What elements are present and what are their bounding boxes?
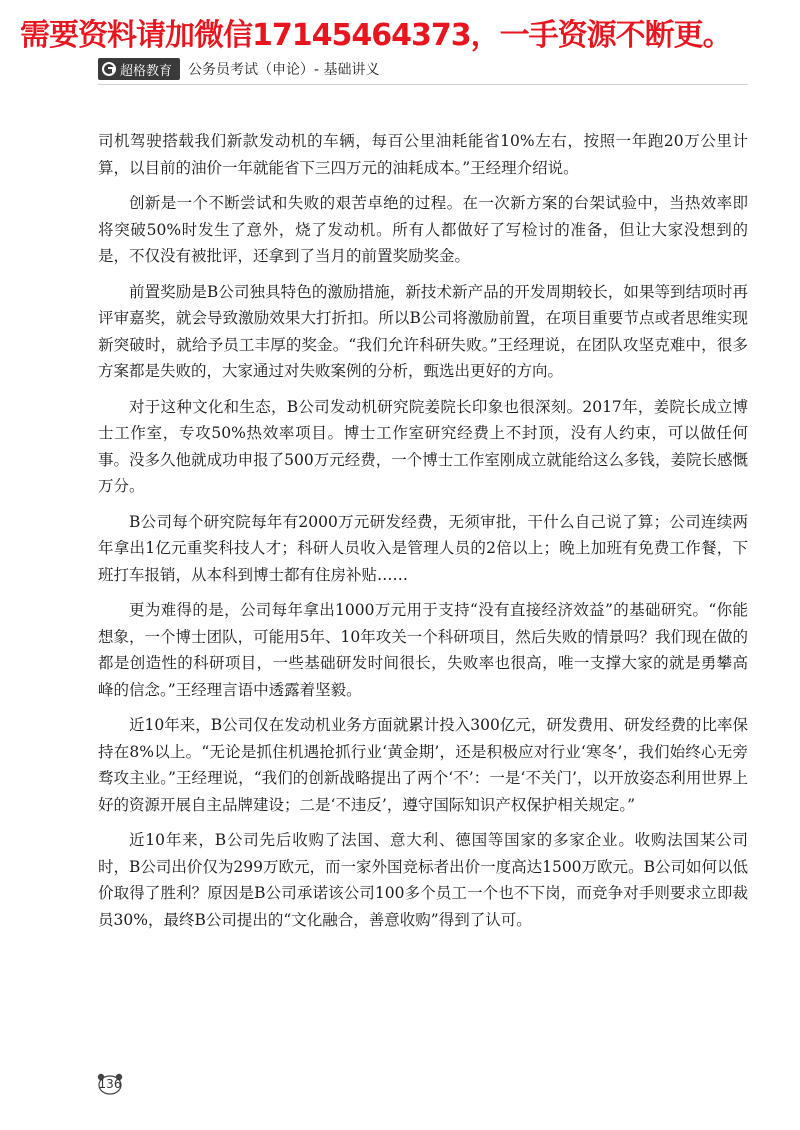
paragraph-5: B公司每个研究院每年有2000万元研发经费，无须审批，干什么自己说了算；公司连续两年拿出1亿元重奖科技人才；科研人员收入是管理人员的2倍以上；晚上加班有免费工作餐，下班打车报销，从本科到博士都有住房补贴…… xyxy=(98,512,748,584)
paragraph-1: 司机驾驶搭载我们新款发动机的车辆，每百公里油耗能省10%左右，按照一年跑20万公里计算，以目前的油价一年就能省下三四万元的油耗成本。”王经理介绍说。 xyxy=(98,132,748,177)
page-number-badge xyxy=(96,1072,124,1096)
paragraph-7: 近10年来，B公司仅在发动机业务方面就累计投入300亿元，研发费用、研发经费的比率保持在8%以上。“无论是抓住机遇抢抓行业‘黄金期’，还是积极应对行业‘寒冬’，我们始终心无旁骛攻主业。”王经理说，“我们的创新战略提出了两个‘不’：一是‘不关门’，以开放姿态利用世界上好的资源开展自主品牌建设；二是‘不违反’，遵守国际知识产权保护相关规定。” xyxy=(98,716,748,814)
publisher-logo xyxy=(98,58,180,80)
header-divider xyxy=(98,84,748,85)
paragraph-2: 创新是一个不断尝试和失败的艰苦卓绝的过程。在一次新方案的台架试验中，当热效率即将突破50%时发生了意外，烧了发动机。所有人都做好了写检讨的准备，但让大家没想到的是，不仅没有被批评，还拿到了当月的前置奖励奖金。 xyxy=(98,194,748,265)
paragraph-3: 前置奖励是B公司独具特色的激励措施，新技术新产品的开发周期较长，如果等到结项时再评审嘉奖，就会导致激励效果大打折扣。所以B公司将激励前置，在项目重要节点或者思维实现新突破时，就给予员工丰厚的奖金。“我们允许科研失败。”王经理说，在团队攻坚克难中，很多方案都是失败的，大家通过对失败案例的分析，甄选出更好的方向。 xyxy=(98,282,748,380)
paragraph-8: 近10年来，B公司先后收购了法国、意大利、德国等国家的多家企业。收购法国某公司时，B公司出价仅为299万欧元，而一家外国竞标者出价一度高达1500万欧元。B公司如何以低价取得了胜利？原因是B公司承诺该公司100多个员工一个也不下岗，而竞争对手则要求立即裁员30%，最终B公司提出的“文化融合，善意收购”得到了认可。 xyxy=(98,831,748,929)
g-logo-icon xyxy=(102,62,116,76)
page-header xyxy=(98,58,380,80)
article-body xyxy=(98,128,748,942)
book-title: 公务员考试（申论）- 基础讲义 xyxy=(188,62,380,78)
paragraph-4: 对于这种文化和生态，B公司发动机研究院姜院长印象也很深刻。2017年，姜院长成立博士工作室，专攻50%热效率项目。博士工作室研究经费上不封顶，没有人约束，可以做任何事。没多久他就成功申报了500万元经费，一个博士工作室刚成立就能给这么多钱，姜院长感慨万分。 xyxy=(98,397,748,495)
wechat-banner: 需要资料请加微信17145464373，一手资源不断更。 xyxy=(20,18,732,53)
logo-text: 超格教育 xyxy=(120,63,173,79)
paragraph-6: 更为难得的是，公司每年拿出1000万元用于支持“没有直接经济效益”的基础研究。“你能想象，一个博士团队，可能用5年、10年攻关一个科研项目，然后失败的情景吗？我们现在做的都是创造性的科研项目，一些基础研发时间很长，失败率也很高，唯一支撑大家的就是勇攀高峰的信念。”王经理言语中透露着坚毅。 xyxy=(98,601,748,699)
page-number: 136 xyxy=(98,1077,122,1091)
